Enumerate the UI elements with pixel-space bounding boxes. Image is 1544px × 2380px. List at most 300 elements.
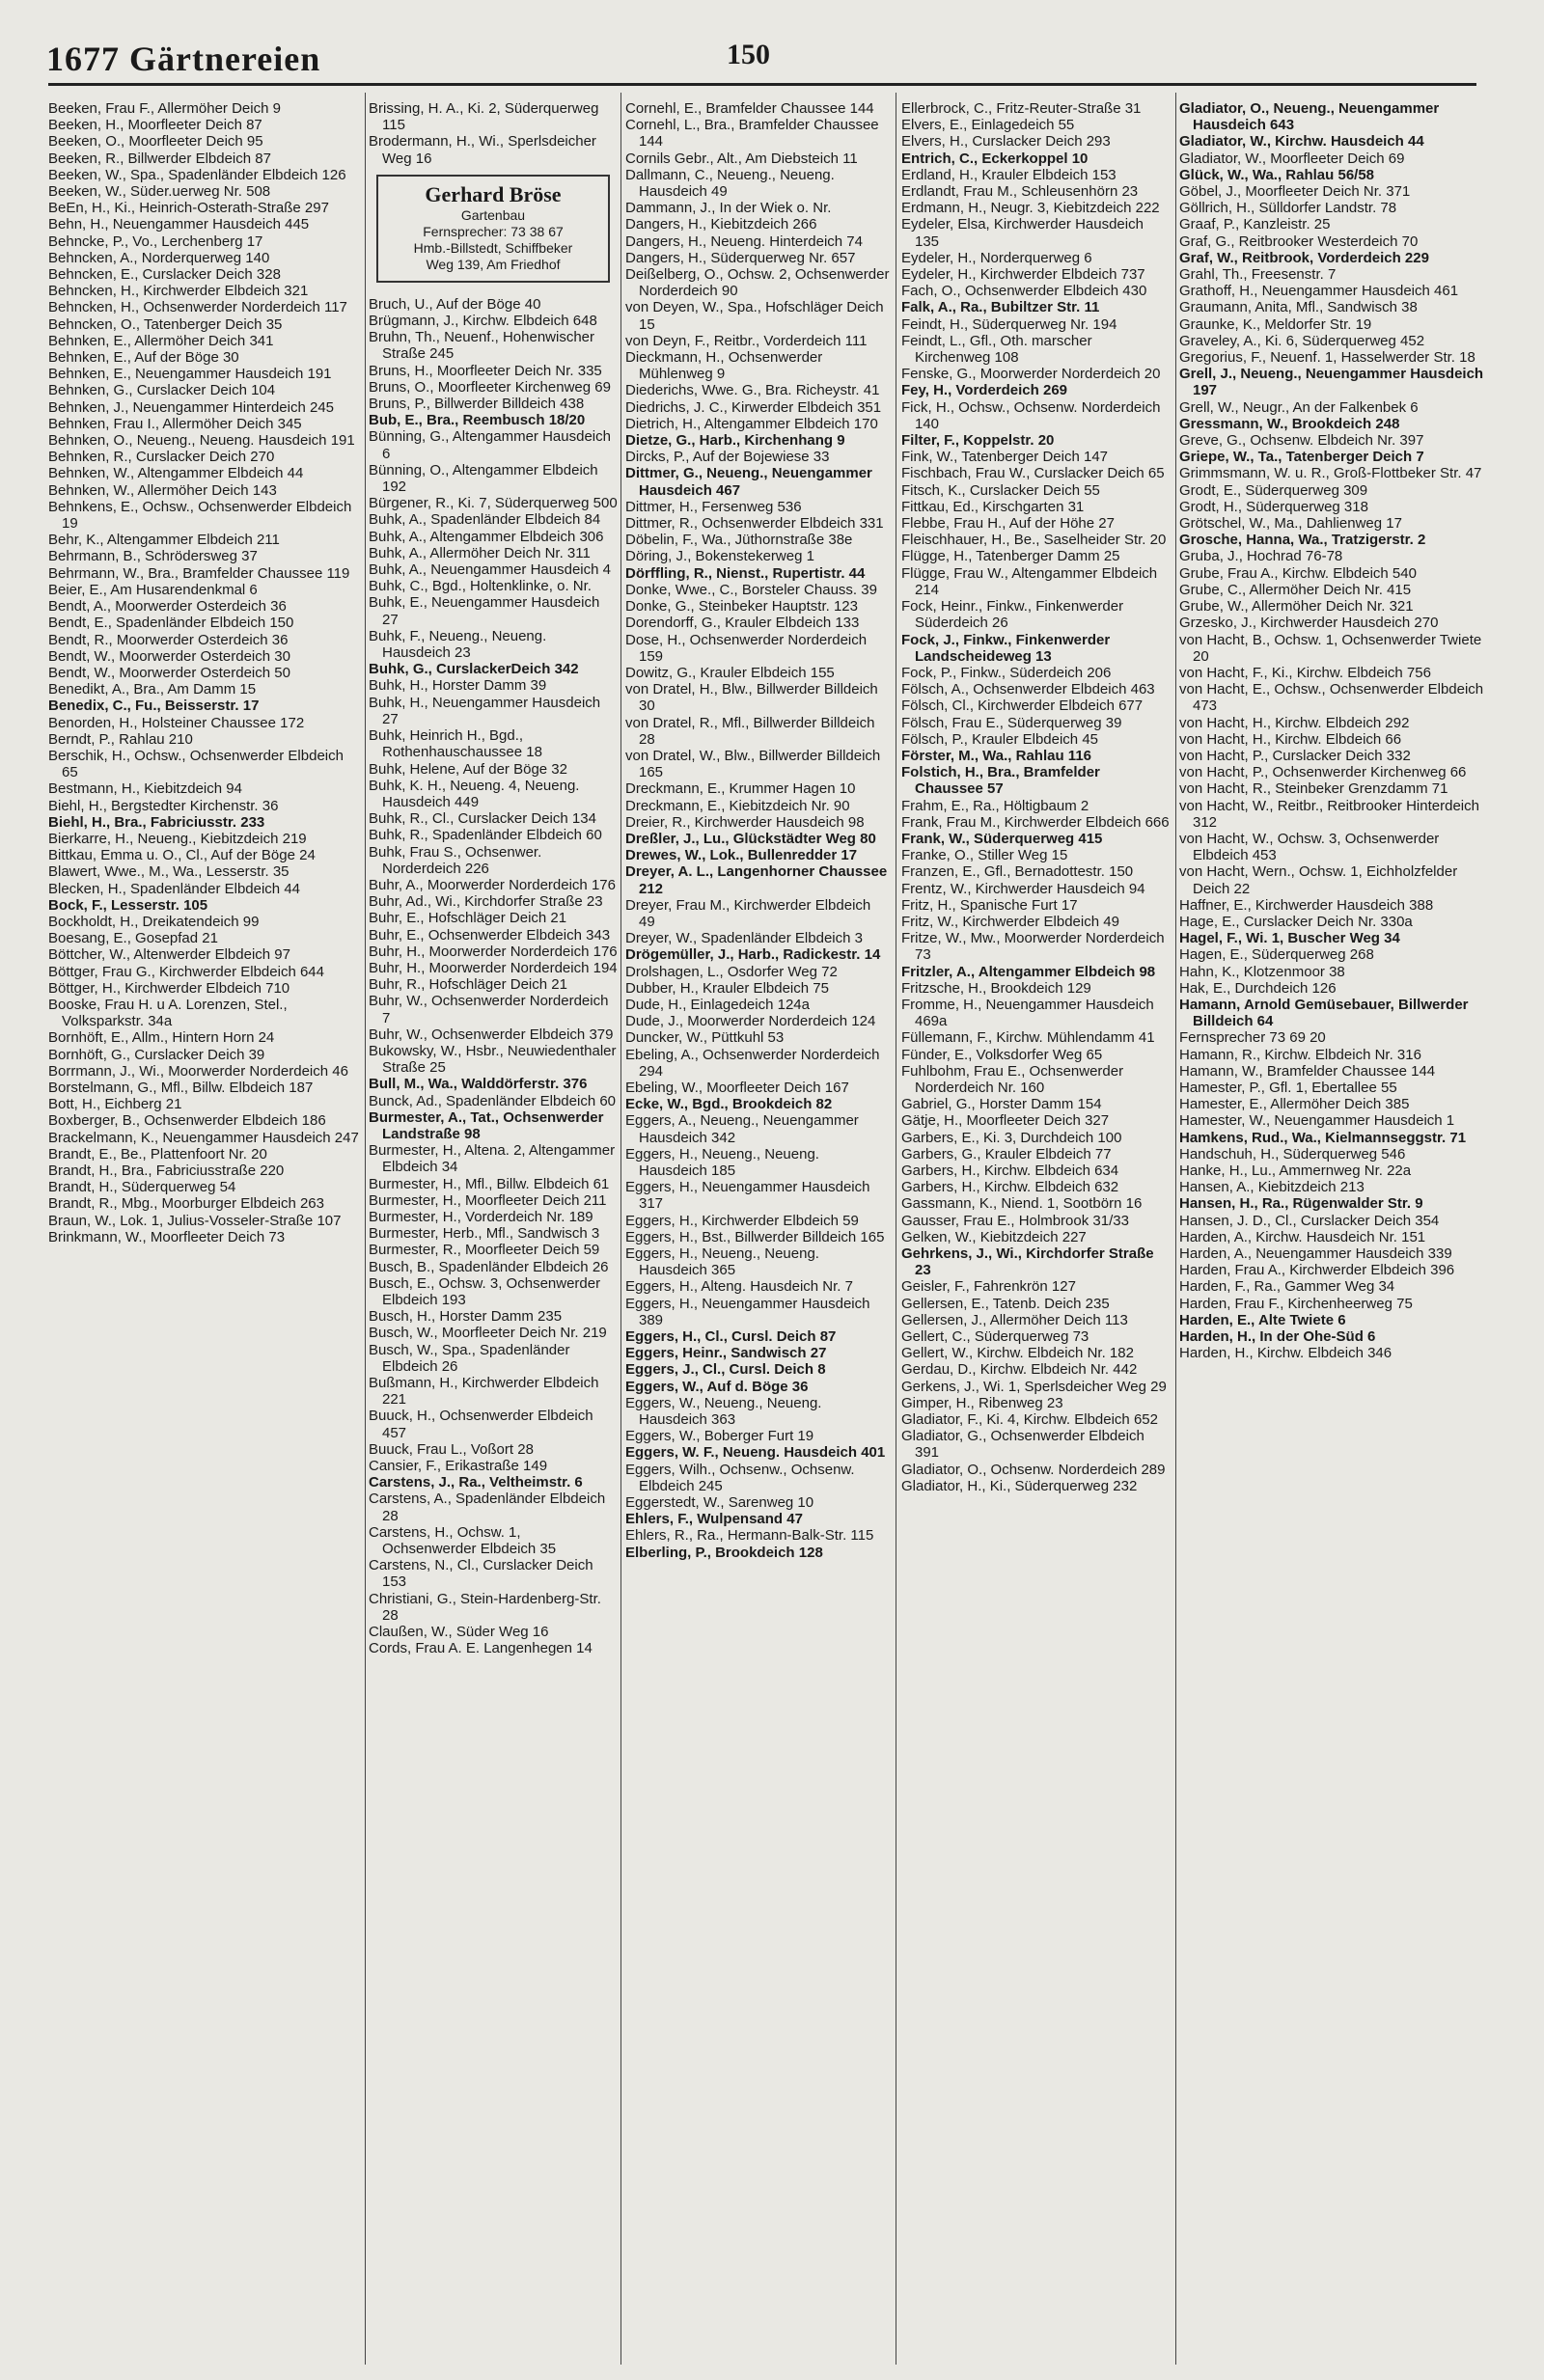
directory-entry: Buhr, W., Ochsenwerder Norderdeich 7 xyxy=(369,993,609,1026)
directory-entry: Frentz, W., Kirchwerder Hausdeich 94 xyxy=(901,880,1145,897)
directory-entry: Fritzsche, H., Brookdeich 129 xyxy=(901,979,1091,997)
directory-entry: Eggerstedt, W., Sarenweg 10 xyxy=(625,1494,814,1512)
directory-entry: Buhk, Helene, Auf der Böge 32 xyxy=(369,760,567,778)
directory-entry: Behnken, W., Altengammer Elbdeich 44 xyxy=(48,465,304,482)
directory-entry: Dörffling, R., Nienst., Rupertistr. 44 xyxy=(625,564,866,582)
directory-entry: Bendt, A., Moorwerder Osterdeich 36 xyxy=(48,598,287,616)
directory-entry: von Dratel, W., Blw., Billwerder Billdeich 165 xyxy=(625,747,881,781)
directory-entry: Dubber, H., Krauler Elbdeich 75 xyxy=(625,979,829,997)
column-divider xyxy=(365,93,366,2365)
directory-entry: Fitsch, K., Curslacker Deich 55 xyxy=(901,481,1100,499)
directory-entry: Bruhn, Th., Neuenf., Hohenwischer Straße 245 xyxy=(369,329,595,363)
directory-entry: Eggers, H., Neuengammer Hausdeich 389 xyxy=(625,1295,870,1328)
directory-entry: Busch, H., Horster Damm 235 xyxy=(369,1308,563,1326)
directory-entry: Brandt, E., Be., Plattenfoort Nr. 20 xyxy=(48,1145,267,1163)
directory-entry: Hagen, E., Süderquerweg 268 xyxy=(1179,946,1374,964)
directory-entry: Borrmann, J., Wi., Moorwerder Norderdeich 46 xyxy=(48,1062,348,1080)
directory-entry: Bürgener, R., Ki. 7, Süderquerweg 500 xyxy=(369,495,618,512)
directory-entry: Dreckmann, E., Kiebitzdeich Nr. 90 xyxy=(625,797,850,814)
directory-entry: Dreßler, J., Lu., Glückstädter Weg 80 xyxy=(625,830,876,847)
directory-entry: Gassmann, K., Niend. 1, Sootbörn 16 xyxy=(901,1195,1143,1213)
directory-entry: Buhk, E., Neuengammer Hausdeich 27 xyxy=(369,594,600,628)
directory-entry: Beeken, H., Moorfleeter Deich 87 xyxy=(48,117,262,134)
directory-entry: Drolshagen, L., Osdorfer Weg 72 xyxy=(625,963,838,980)
directory-entry: Boesang, E., Gosepfad 21 xyxy=(48,930,218,947)
directory-entry: Beeken, W., Spa., Spadenländer Elbdeich 126 xyxy=(48,166,346,183)
directory-entry: Dietrich, H., Altengammer Elbdeich 170 xyxy=(625,415,878,432)
directory-entry: Entrich, C., Eckerkoppel 10 xyxy=(901,150,1089,167)
column-3 xyxy=(625,100,890,2358)
directory-entry: Buhk, G., CurslackerDeich 342 xyxy=(369,661,579,678)
directory-entry: Hamester, P., Gfl. 1, Ebertallee 55 xyxy=(1179,1079,1397,1096)
directory-entry: Dorendorff, G., Krauler Elbdeich 133 xyxy=(625,615,860,632)
directory-entry: Carstens, N., Cl., Curslacker Deich 153 xyxy=(369,1557,593,1591)
directory-entry: Dangers, H., Süderquerweg Nr. 657 xyxy=(625,249,856,266)
directory-entry: Behnken, E., Neuengammer Hausdeich 191 xyxy=(48,366,332,383)
directory-entry: Cornils Gebr., Alt., Am Diebsteich 11 xyxy=(625,150,858,167)
directory-entry: Gellersen, J., Allermöher Deich 113 xyxy=(901,1311,1128,1328)
directory-entry: Buhk, Heinrich H., Bgd., Rothenhauschaussee 18 xyxy=(369,727,542,761)
directory-entry: Bestmann, H., Kiebitzdeich 94 xyxy=(48,780,242,798)
directory-entry: Haffner, E., Kirchwerder Hausdeich 388 xyxy=(1179,896,1434,914)
directory-entry: Garbers, G., Krauler Elbdeich 77 xyxy=(901,1145,1112,1163)
directory-entry: Drögemüller, J., Harb., Radickestr. 14 xyxy=(625,946,881,964)
directory-entry: Buhk, C., Bgd., Holtenklinke, o. Nr. xyxy=(369,578,592,595)
directory-entry: Ebeling, W., Moorfleeter Deich 167 xyxy=(625,1079,849,1096)
directory-entry: Fünder, E., Volksdorfer Weg 65 xyxy=(901,1046,1103,1063)
directory-entry: Dallmann, C., Neueng., Neueng. Hausdeich 49 xyxy=(625,166,835,201)
directory-entry: Bockholdt, H., Dreikatendeich 99 xyxy=(48,913,260,930)
directory-entry: Grathoff, H., Neuengammer Hausdeich 461 xyxy=(1179,283,1459,300)
directory-entry: Gausser, Frau E., Holmbrook 31/33 xyxy=(901,1212,1129,1229)
directory-entry: Buhk, F., Neueng., Neueng. Hausdeich 23 xyxy=(369,627,547,662)
directory-entry: Fick, H., Ochsw., Ochsenw. Norderdeich 140 xyxy=(901,398,1161,432)
directory-entry: Behncken, O., Tatenberger Deich 35 xyxy=(48,315,283,333)
directory-entry: Grodt, H., Süderquerweg 318 xyxy=(1179,498,1368,515)
directory-entry: Buhk, A., Altengammer Elbdeich 306 xyxy=(369,528,604,545)
directory-entry: Erdland, H., Krauler Elbdeich 153 xyxy=(901,166,1117,183)
directory-entry: Feindt, H., Süderquerweg Nr. 194 xyxy=(901,315,1117,333)
directory-entry: Busch, W., Moorfleeter Deich Nr. 219 xyxy=(369,1325,607,1342)
directory-entry: Fink, W., Tatenberger Deich 147 xyxy=(901,449,1108,466)
directory-entry: Biehl, H., Bergstedter Kirchenstr. 36 xyxy=(48,797,279,814)
directory-entry: Burmester, H., Vorderdeich Nr. 189 xyxy=(369,1208,593,1225)
directory-entry: Busch, E., Ochsw. 3, Ochsenwerder Elbdeich 193 xyxy=(369,1274,601,1308)
directory-entry: Busch, B., Spadenländer Elbdeich 26 xyxy=(369,1258,609,1275)
directory-entry: Franzen, E., Gfl., Bernadottestr. 150 xyxy=(901,863,1134,881)
directory-entry: Buhk, R., Spadenländer Elbdeich 60 xyxy=(369,827,602,844)
directory-entry: Fritz, W., Kirchwerder Elbdeich 49 xyxy=(901,913,1119,930)
directory-entry: von Hacht, B., Ochsw. 1, Ochsenwerder Twiete 20 xyxy=(1179,631,1482,665)
directory-entry: Dude, H., Einlagedeich 124a xyxy=(625,996,810,1013)
directory-entry: Gelken, W., Kiebitzdeich 227 xyxy=(901,1228,1087,1245)
directory-entry: Cansier, F., Erikastraße 149 xyxy=(369,1458,548,1475)
directory-entry: Buhk, A., Spadenländer Elbdeich 84 xyxy=(369,511,601,529)
directory-entry: Carstens, J., Ra., Veltheimstr. 6 xyxy=(369,1474,583,1491)
directory-entry: Bendt, R., Moorwerder Osterdeich 36 xyxy=(48,631,289,648)
directory-entry: Gellert, C., Süderquerweg 73 xyxy=(901,1328,1089,1346)
directory-entry: Behrmann, W., Bra., Bramfelder Chaussee 119 xyxy=(48,564,350,582)
directory-entry: Fleischhauer, H., Be., Saselheider Str. 20 xyxy=(901,532,1167,549)
directory-entry: Gimper, H., Ribenweg 23 xyxy=(901,1394,1063,1411)
directory-entry: Hage, E., Curslacker Deich Nr. 330a xyxy=(1179,913,1413,930)
directory-entry: Hamann, W., Bramfelder Chaussee 144 xyxy=(1179,1062,1436,1080)
directory-entry: Behr, K., Altengammer Elbdeich 211 xyxy=(48,532,280,549)
directory-entry: Garbers, H., Kirchw. Elbdeich 634 xyxy=(901,1163,1119,1179)
directory-entry: Behnken, R., Curslacker Deich 270 xyxy=(48,449,275,466)
directory-entry: Behnken, W., Allermöher Deich 143 xyxy=(48,481,277,499)
directory-entry: Bünning, O., Altengammer Elbdeich 192 xyxy=(369,461,598,496)
directory-entry: Brinkmann, W., Moorfleeter Deich 73 xyxy=(48,1228,286,1245)
directory-entry: Gladiator, O., Ochsenw. Norderdeich 289 xyxy=(901,1461,1166,1478)
directory-entry: Deißelberg, O., Ochsw. 2, Ochsenwerder Norderdeich 90 xyxy=(625,266,890,300)
directory-entry: Fernsprecher 73 69 20 xyxy=(1179,1029,1326,1047)
directory-entry: Gellersen, E., Tatenb. Deich 235 xyxy=(901,1295,1110,1312)
directory-entry: von Hacht, R., Steinbeker Grenzdamm 71 xyxy=(1179,780,1448,798)
advert-name: Gerhard Bröse xyxy=(425,181,562,206)
directory-entry: Füllemann, F., Kirchw. Mühlendamm 41 xyxy=(901,1029,1155,1047)
directory-entry: Eggers, A., Neueng., Neuengammer Hausdeich 342 xyxy=(625,1112,859,1146)
directory-entry: Hamester, E., Allermöher Deich 385 xyxy=(1179,1096,1410,1113)
directory-entry: Buhr, E., Ochsenwerder Elbdeich 343 xyxy=(369,926,611,944)
directory-entry: Behncken, E., Curslacker Deich 328 xyxy=(48,266,281,284)
directory-entry: Behnken, E., Allermöher Deich 341 xyxy=(48,332,274,349)
directory-entry: Fock, J., Finkw., Finkenwerder Landscheideweg 13 xyxy=(901,631,1111,665)
directory-entry: Gregorius, F., Neuenf. 1, Hasselwerder Str. 18 xyxy=(1179,349,1475,367)
directory-entry: Eggers, H., Neueng., Neueng. Hausdeich 365 xyxy=(625,1245,819,1279)
directory-entry: Dangers, H., Neueng. Hinterdeich 74 xyxy=(625,233,863,250)
directory-entry: Greve, G., Ochsenw. Elbdeich Nr. 397 xyxy=(1179,432,1424,450)
directory-entry: Donke, Wwe., C., Borsteler Chauss. 39 xyxy=(625,581,877,598)
directory-entry: Fritze, W., Mw., Moorwerder Norderdeich 73 xyxy=(901,930,1165,964)
directory-entry: Grube, W., Allermöher Deich Nr. 321 xyxy=(1179,598,1414,616)
directory-entry: Fölsch, A., Ochsenwerder Elbdeich 463 xyxy=(901,681,1155,698)
directory-entry: Grötschel, W., Ma., Dahlienweg 17 xyxy=(1179,515,1402,533)
directory-entry: Busch, W., Spa., Spadenländer Elbdeich 26 xyxy=(369,1341,570,1375)
directory-entry: Hamkens, Rud., Wa., Kielmannseggstr. 71 xyxy=(1179,1129,1467,1146)
directory-entry: von Hacht, W., Ochsw. 3, Ochsenwerder Elbdeich 453 xyxy=(1179,830,1440,864)
directory-entry: Dircks, P., Auf der Bojewiese 33 xyxy=(625,449,830,466)
directory-entry: Gladiator, G., Ochsenwerder Elbdeich 391 xyxy=(901,1428,1144,1462)
directory-entry: Bendt, E., Spadenländer Elbdeich 150 xyxy=(48,615,294,632)
directory-entry: von Hacht, W., Reitbr., Reitbrooker Hinterdeich 312 xyxy=(1179,797,1479,831)
directory-entry: Dangers, H., Kiebitzdeich 266 xyxy=(625,216,817,233)
directory-entry: Booske, Frau H. u A. Lorenzen, Stel., Volksparkstr. 34a xyxy=(48,996,288,1030)
advert-address-line: Weg 139, Am Friedhof xyxy=(426,256,561,272)
directory-entry: Bendt, W., Moorwerder Osterdeich 50 xyxy=(48,664,290,681)
directory-entry: Eggers, H., Alteng. Hausdeich Nr. 7 xyxy=(625,1278,853,1296)
directory-entry: Behnkens, E., Ochsw., Ochsenwerder Elbdeich 19 xyxy=(48,498,352,533)
directory-entry: Hansen, A., Kiebitzdeich 213 xyxy=(1179,1179,1365,1196)
directory-entry: Buhk, H., Horster Damm 39 xyxy=(369,677,547,695)
directory-entry: Griepe, W., Ta., Tatenberger Deich 7 xyxy=(1179,449,1424,466)
directory-entry: Brandt, H., Bra., Fabriciusstraße 220 xyxy=(48,1163,285,1179)
directory-entry: Fischbach, Frau W., Curslacker Deich 65 xyxy=(901,465,1165,482)
directory-entry: Bukowsky, W., Hsbr., Neuwiedenthaler Straße 25 xyxy=(369,1042,617,1077)
directory-entry: Flügge, Frau W., Altengammer Elbdeich 214 xyxy=(901,564,1158,598)
directory-entry: Grodt, E., Süderquerweg 309 xyxy=(1179,481,1368,499)
directory-entry: Grube, C., Allermöher Deich Nr. 415 xyxy=(1179,581,1412,598)
directory-entry: Erdlandt, Frau M., Schleusenhörn 23 xyxy=(901,183,1139,201)
directory-entry: Elvers, H., Curslacker Deich 293 xyxy=(901,133,1111,150)
directory-entry: Burmester, H., Altena. 2, Altengammer Elbdeich 34 xyxy=(369,1142,616,1176)
header-rule xyxy=(48,83,1476,86)
directory-entry: Ehlers, R., Ra., Hermann-Balk-Str. 115 xyxy=(625,1527,874,1545)
directory-entry: Elvers, E., Einlagedeich 55 xyxy=(901,117,1075,134)
directory-entry: Gladiator, O., Neueng., Neuengammer Hausdeich 643 xyxy=(1179,100,1440,134)
directory-entry: Claußen, W., Süder Weg 16 xyxy=(369,1624,549,1641)
directory-entry: Drewes, W., Lok., Bullenredder 17 xyxy=(625,847,858,864)
directory-entry: Graf, W., Reitbrook, Vorderdeich 229 xyxy=(1179,249,1429,266)
directory-entry: Fölsch, Frau E., Süderquerweg 39 xyxy=(901,714,1122,731)
directory-entry: Eydeler, H., Norderquerweg 6 xyxy=(901,249,1092,266)
directory-entry: Garbers, E., Ki. 3, Durchdeich 100 xyxy=(901,1129,1122,1146)
directory-entry: Fritz, H., Spanische Furt 17 xyxy=(901,896,1078,914)
directory-entry: Buhr, R., Hofschläger Deich 21 xyxy=(369,976,567,994)
directory-entry: Dittmer, H., Fersenweg 536 xyxy=(625,498,802,515)
directory-entry: Eggers, H., Neueng., Neueng. Hausdeich 185 xyxy=(625,1145,819,1179)
directory-entry: Fromme, H., Neuengammer Hausdeich 469a xyxy=(901,996,1154,1030)
directory-entry: Gätje, H., Moorfleeter Deich 327 xyxy=(901,1112,1110,1130)
directory-entry: Blawert, Wwe., M., Wa., Lesserstr. 35 xyxy=(48,863,290,881)
directory-entry: Buhk, H., Neuengammer Hausdeich 27 xyxy=(369,694,601,727)
directory-entry: Gerdau, D., Kirchw. Elbdeich Nr. 442 xyxy=(901,1361,1138,1379)
directory-entry: Behncke, P., Vo., Lerchenberg 17 xyxy=(48,233,263,250)
directory-entry: Cords, Frau A. E. Langenhegen 14 xyxy=(369,1640,593,1657)
directory-entry: Dude, J., Moorwerder Norderdeich 124 xyxy=(625,1013,876,1030)
directory-entry: Bock, F., Lesserstr. 105 xyxy=(48,896,208,914)
directory-entry: Eggers, Heinr., Sandwisch 27 xyxy=(625,1345,827,1362)
directory-entry: Buhr, H., Moorwerder Norderdeich 176 xyxy=(369,943,618,960)
directory-entry: Benedix, C., Fu., Beisserstr. 17 xyxy=(48,698,260,715)
directory-entry: von Hacht, Wern., Ochsw. 1, Eichholzfelder Deich 22 xyxy=(1179,863,1458,897)
directory-entry: Harden, A., Kirchw. Hausdeich Nr. 151 xyxy=(1179,1228,1426,1245)
directory-entry: Brissing, H. A., Ki. 2, Süderquerweg 115 xyxy=(369,100,599,134)
directory-entry: Buhr, Ad., Wi., Kirchdorfer Straße 23 xyxy=(369,893,603,911)
directory-entry: Berndt, P., Rahlau 210 xyxy=(48,730,193,748)
directory-entry: Filter, F., Koppelstr. 20 xyxy=(901,432,1055,450)
page-number: 150 xyxy=(727,39,770,70)
directory-entry: Fock, P., Finkw., Süderdeich 206 xyxy=(901,664,1112,681)
column-5 xyxy=(1179,100,1494,2358)
directory-entry: Graumann, Anita, Mfl., Sandwisch 38 xyxy=(1179,299,1418,316)
directory-entry: Brandt, H., Süderquerweg 54 xyxy=(48,1179,236,1196)
directory-entry: Buhk, K. H., Neueng. 4, Neueng. Hausdeich 449 xyxy=(369,777,580,810)
directory-entry: Bünning, G., Altengammer Hausdeich 6 xyxy=(369,428,611,462)
directory-entry: Grosche, Hanna, Wa., Tratzigerstr. 2 xyxy=(1179,532,1426,549)
directory-entry: Dittmer, G., Neueng., Neuengammer Hausdeich 467 xyxy=(625,465,872,499)
directory-entry: Gladiator, W., Kirchw. Hausdeich 44 xyxy=(1179,133,1424,150)
directory-entry: Förster, M., Wa., Rahlau 116 xyxy=(901,747,1092,764)
directory-entry: Böttcher, W., Altenwerder Elbdeich 97 xyxy=(48,946,290,964)
directory-entry: Böttger, H., Kirchwerder Elbdeich 710 xyxy=(48,979,290,997)
directory-entry: Bittkau, Emma u. O., Cl., Auf der Böge 24 xyxy=(48,847,316,864)
directory-entry: Carstens, H., Ochsw. 1, Ochsenwerder Elbdeich 35 xyxy=(369,1523,557,1558)
directory-entry: Bruns, H., Moorfleeter Deich Nr. 335 xyxy=(369,362,602,379)
directory-entry: Flügge, H., Tatenberger Damm 25 xyxy=(901,548,1120,565)
directory-entry: Behncken, H., Ochsenwerder Norderdeich 117 xyxy=(48,299,347,316)
directory-entry: Behnken, O., Neueng., Neueng. Hausdeich 191 xyxy=(48,432,355,450)
directory-entry: Brügmann, J., Kirchw. Elbdeich 648 xyxy=(369,313,597,330)
directory-entry: Graaf, P., Kanzleistr. 25 xyxy=(1179,216,1331,233)
directory-entry: Brackelmann, K., Neuengammer Hausdeich 247 xyxy=(48,1129,359,1146)
directory-entry: Bendt, W., Moorwerder Osterdeich 30 xyxy=(48,647,290,665)
advert-trade: Gartenbau xyxy=(460,206,526,223)
directory-entry: Geisler, F., Fahrenkrön 127 xyxy=(901,1278,1076,1296)
directory-entry: Beier, E., Am Husarendenkmal 6 xyxy=(48,581,258,598)
directory-entry: Buhk, A., Allermöher Deich Nr. 311 xyxy=(369,544,591,561)
directory-entry: Bruch, U., Auf der Böge 40 xyxy=(369,295,541,313)
advertisement-box xyxy=(376,175,610,283)
directory-entry: Hanke, H., Lu., Ammernweg Nr. 22a xyxy=(1179,1163,1412,1179)
directory-entry: Gressmann, W., Brookdeich 248 xyxy=(1179,415,1400,432)
directory-entry: Grimmsmann, W. u. R., Groß-Flottbeker Str. 47 xyxy=(1179,465,1482,482)
directory-entry: Bruns, O., Moorfleeter Kirchenweg 69 xyxy=(369,378,611,396)
directory-entry: Buhk, A., Neuengammer Hausdeich 4 xyxy=(369,561,611,579)
directory-entry: Gabriel, G., Horster Damm 154 xyxy=(901,1096,1102,1113)
directory-entry: Grell, J., Neueng., Neuengammer Hausdeich 197 xyxy=(1179,366,1484,399)
column-divider xyxy=(1175,93,1176,2365)
directory-entry: Behrmann, B., Schrödersweg 37 xyxy=(48,548,258,565)
directory-entry: Eggers, W. F., Neueng. Hausdeich 401 xyxy=(625,1444,886,1462)
column-2 xyxy=(369,100,618,2358)
directory-entry: Eggers, Wilh., Ochsenw., Ochsenw. Elbdeich 245 xyxy=(625,1461,855,1494)
directory-entry: Böttger, Frau G., Kirchwerder Elbdeich 644 xyxy=(48,963,324,980)
directory-entry: Harden, E., Alte Twiete 6 xyxy=(1179,1311,1346,1328)
directory-entry: Fittkau, Ed., Kirschgarten 31 xyxy=(901,498,1085,515)
directory-entry: von Deyen, W., Spa., Hofschläger Deich 15 xyxy=(625,299,884,333)
directory-entry: Garbers, H., Kirchw. Elbdeich 632 xyxy=(901,1179,1119,1196)
directory-entry: Bunck, Ad., Spadenländer Elbdeich 60 xyxy=(369,1092,617,1109)
directory-entry: Buhr, A., Moorwerder Norderdeich 176 xyxy=(369,876,616,893)
directory-entry: Gladiator, F., Ki. 4, Kirchw. Elbdeich 652 xyxy=(901,1411,1158,1429)
directory-entry: Folstich, H., Bra., Bramfelder Chaussee 57 xyxy=(901,764,1100,798)
column-1 xyxy=(48,100,359,2358)
directory-entry: von Hacht, H., Kirchw. Elbdeich 292 xyxy=(1179,714,1410,731)
directory-entry: Frank, W., Süderquerweg 415 xyxy=(901,830,1103,847)
directory-entry: Behncken, A., Norderquerweg 140 xyxy=(48,249,270,266)
directory-entry: von Hacht, E., Ochsw., Ochsenwerder Elbdeich 473 xyxy=(1179,681,1484,715)
directory-entry: Brodermann, H., Wi., Sperlsdeicher Weg 16 xyxy=(369,133,596,167)
directory-entry: Carstens, A., Spadenländer Elbdeich 28 xyxy=(369,1491,606,1524)
column-divider xyxy=(620,93,621,2365)
directory-entry: Boxberger, B., Ochsenwerder Elbdeich 186 xyxy=(48,1112,326,1130)
directory-entry: Fölsch, Cl., Kirchwerder Elbdeich 677 xyxy=(901,698,1144,715)
directory-entry: Gehrkens, J., Wi., Kirchdorfer Straße 23 xyxy=(901,1245,1154,1279)
directory-entry: BeEn, H., Ki., Heinrich-Osterath-Straße 297 xyxy=(48,200,329,217)
directory-entry: Behn, H., Neuengammer Hausdeich 445 xyxy=(48,216,310,233)
advert-phone: Fernsprecher: 73 38 67 xyxy=(423,223,564,239)
directory-entry: Graunke, K., Meldorfer Str. 19 xyxy=(1179,315,1372,333)
directory-entry: Fuhlbohm, Frau E., Ochsenwerder Norderdeich Nr. 160 xyxy=(901,1062,1124,1096)
directory-entry: Handschuh, H., Süderquerweg 546 xyxy=(1179,1145,1406,1163)
directory-entry: Gladiator, W., Moorfleeter Deich 69 xyxy=(1179,150,1405,167)
directory-entry: Hansen, H., Ra., Rügenwalder Str. 9 xyxy=(1179,1195,1423,1213)
directory-entry: Harden, H., Kirchw. Elbdeich 346 xyxy=(1179,1345,1392,1362)
directory-entry: Harden, Frau A., Kirchwerder Elbdeich 396 xyxy=(1179,1262,1455,1279)
directory-entry: Eggers, H., Bst., Billwerder Billdeich 165 xyxy=(625,1228,885,1245)
directory-entry: Bußmann, H., Kirchwerder Elbdeich 221 xyxy=(369,1375,599,1409)
section-title: 1677 Gärtnereien xyxy=(46,40,321,78)
directory-entry: Buhr, H., Moorwerder Norderdeich 194 xyxy=(369,959,618,976)
directory-entry: Eydeler, Elsa, Kirchwerder Hausdeich 135 xyxy=(901,216,1144,250)
directory-entry: Fenske, G., Moorwerder Norderdeich 20 xyxy=(901,366,1161,383)
advert-address-line: Hmb.-Billstedt, Schiffbeker xyxy=(413,239,573,256)
directory-entry: Burmester, H., Moorfleeter Deich 211 xyxy=(369,1191,607,1209)
directory-entry: Berschik, H., Ochsw., Ochsenwerder Elbdeich 65 xyxy=(48,747,344,781)
directory-entry: Frank, Frau M., Kirchwerder Elbdeich 666 xyxy=(901,813,1170,831)
directory-entry: Brandt, R., Mbg., Moorburger Elbdeich 263 xyxy=(48,1195,324,1213)
directory-entry: Harden, F., Ra., Gammer Weg 34 xyxy=(1179,1278,1395,1296)
directory-entry: Gerkens, J., Wi. 1, Sperlsdeicher Weg 29 xyxy=(901,1378,1167,1395)
directory-entry: Bierkarre, H., Neueng., Kiebitzdeich 219 xyxy=(48,830,307,847)
directory-entry: Göbel, J., Moorfleeter Deich Nr. 371 xyxy=(1179,183,1411,201)
directory-entry: Bott, H., Eichberg 21 xyxy=(48,1096,182,1113)
directory-entry: Franke, O., Stiller Weg 15 xyxy=(901,847,1068,864)
directory-entry: Fach, O., Ochsenwerder Elbdeich 430 xyxy=(901,283,1147,300)
directory-entry: Behnken, E., Auf der Böge 30 xyxy=(48,349,239,367)
directory-entry: Grzesko, J., Kirchwerder Hausdeich 270 xyxy=(1179,615,1439,632)
directory-entry: Fey, H., Vorderdeich 269 xyxy=(901,382,1068,399)
directory-entry: Eggers, H., Kirchwerder Elbdeich 59 xyxy=(625,1212,859,1229)
directory-entry: Göllrich, H., Sülldorfer Landstr. 78 xyxy=(1179,200,1397,217)
directory-entry: Eggers, W., Neueng., Neueng. Hausdeich 363 xyxy=(625,1394,822,1429)
directory-entry: Buhk, R., Cl., Curslacker Deich 134 xyxy=(369,810,596,828)
directory-entry: Biehl, H., Bra., Fabriciusstr. 233 xyxy=(48,813,265,831)
directory-entry: Dreier, R., Kirchwerder Hausdeich 98 xyxy=(625,813,865,831)
directory-entry: Grahl, Th., Freesenstr. 7 xyxy=(1179,266,1337,284)
directory-entry: Beeken, W., Süder.uerweg Nr. 508 xyxy=(48,183,271,201)
directory-entry: Dose, H., Ochsenwerder Norderdeich 159 xyxy=(625,631,868,665)
directory-entry: Buhr, W., Ochsenwerder Elbdeich 379 xyxy=(369,1026,614,1043)
page-header xyxy=(46,39,1496,77)
directory-entry: Elberling, P., Brookdeich 128 xyxy=(625,1544,823,1561)
directory-entry: von Hacht, F., Ki., Kirchw. Elbdeich 756 xyxy=(1179,664,1431,681)
directory-entry: Döring, J., Bokenstekerweg 1 xyxy=(625,548,814,565)
directory-entry: Eggers, H., Neuengammer Hausdeich 317 xyxy=(625,1179,870,1213)
directory-entry: Behnken, Frau I., Allermöher Deich 345 xyxy=(48,415,302,432)
directory-entry: Hansen, J. D., Cl., Curslacker Deich 354 xyxy=(1179,1212,1440,1229)
directory-entry: von Deyn, F., Reitbr., Vorderdeich 111 xyxy=(625,332,868,349)
directory-entry: Hamester, W., Neuengammer Hausdeich 1 xyxy=(1179,1112,1455,1130)
directory-entry: Behncken, H., Kirchwerder Elbdeich 321 xyxy=(48,283,309,300)
directory-entry: Grube, Frau A., Kirchw. Elbdeich 540 xyxy=(1179,564,1417,582)
directory-entry: Burmester, R., Moorfleeter Deich 59 xyxy=(369,1242,600,1259)
directory-entry: Eggers, J., Cl., Cursl. Deich 8 xyxy=(625,1361,826,1379)
directory-entry: von Dratel, R., Mfl., Billwerder Billdeich 28 xyxy=(625,714,875,748)
directory-entry: Hagel, F., Wi. 1, Buscher Weg 34 xyxy=(1179,930,1400,947)
directory-entry: von Hacht, H., Kirchw. Elbdeich 66 xyxy=(1179,730,1402,748)
directory-entry: Duncker, W., Püttkuhl 53 xyxy=(625,1029,785,1047)
directory-entry: Behnken, J., Neuengammer Hinterdeich 245 xyxy=(48,398,335,416)
directory-entry: Christiani, G., Stein-Hardenberg-Str. 28 xyxy=(369,1590,601,1624)
directory-entry: Cornehl, E., Bramfelder Chaussee 144 xyxy=(625,100,874,117)
directory-entry: Harden, A., Neuengammer Hausdeich 339 xyxy=(1179,1245,1452,1263)
directory-entry: Fritzler, A., Altengammer Elbdeich 98 xyxy=(901,963,1156,980)
directory-entry: Graf, G., Reitbrooker Westerdeich 70 xyxy=(1179,233,1419,250)
directory-entry: Dreyer, A. L., Langenhorner Chaussee 212 xyxy=(625,863,888,897)
directory-entry: Harden, H., In der Ohe-Süd 6 xyxy=(1179,1328,1376,1346)
directory-entry: Beeken, Frau F., Allermöher Deich 9 xyxy=(48,100,281,117)
directory-entry: Dreyer, W., Spadenländer Elbdeich 3 xyxy=(625,930,863,947)
directory-entry: Cornehl, L., Bra., Bramfelder Chaussee 144 xyxy=(625,117,879,150)
directory-entry: Graveley, A., Ki. 6, Süderquerweg 452 xyxy=(1179,332,1425,349)
directory-entry: Grell, W., Neugr., An der Falkenbek 6 xyxy=(1179,398,1419,416)
directory-entry: Hahn, K., Klotzenmoor 38 xyxy=(1179,963,1345,980)
directory-entry: Hamann, Arnold Gemüsebauer, Billwerder Billdeich 64 xyxy=(1179,996,1469,1030)
directory-entry: Bub, E., Bra., Reembusch 18/20 xyxy=(369,412,586,429)
directory-entry: Borstelmann, G., Mfl., Billw. Elbdeich 187 xyxy=(48,1079,314,1096)
